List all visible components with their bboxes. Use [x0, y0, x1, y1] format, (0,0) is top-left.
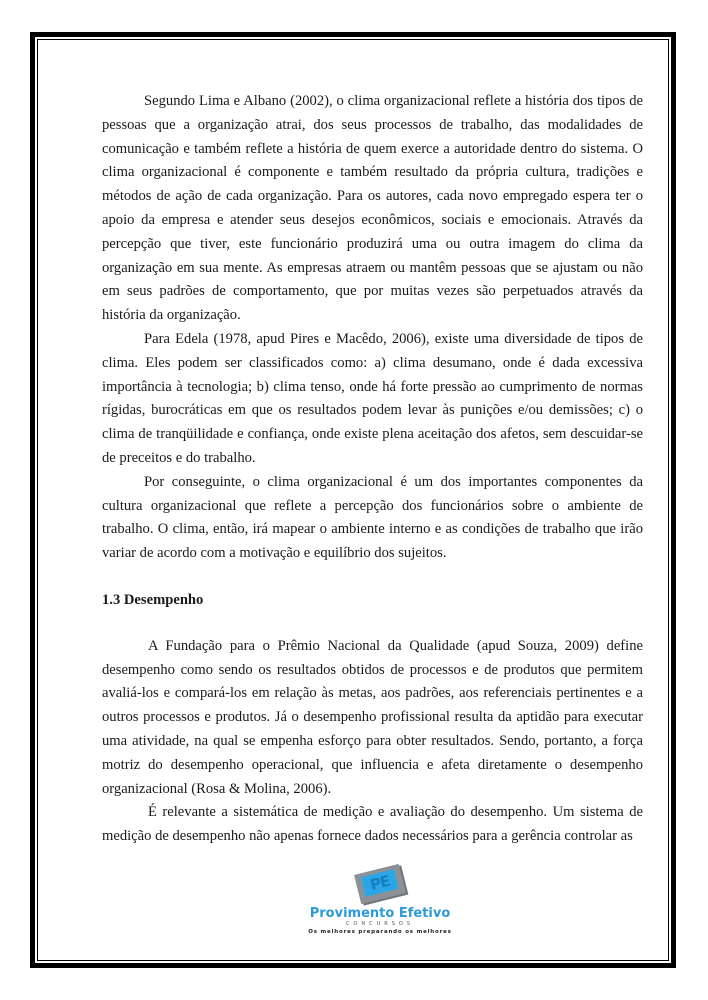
paragraph-desempenho-fundacao: A Fundação para o Prêmio Nacional da Qualidade (apud Souza, 2009) define desempenho como sendo os resultados obtidos de processos e de produtos que permitem avaliá-los e compará-los em relação às metas, aos padrões, aos referenciais pertinentes e a outros processos e produtos. Já o desempenho profissional resulta da aptidão para executar uma atividade, na qual se empenha esforço para obter resultados. Sendo, portanto, a força motriz do desempenho operacional, que influencia e afeta diretamente o desempenho organizacional (Rosa & Molina, 2006). — [102, 637, 643, 797]
paragraph-desempenho-medicao: É relevante a sistemática de medição e avaliação do desempenho. Um sistema de medição de desempenho não apenas fornece dados necessários para a gerência controlar as — [102, 804, 643, 845]
logo-subtitle: CONCURSOS — [345, 921, 415, 927]
pe-logo-icon — [354, 864, 406, 904]
section-heading-desempenho: 1.3 Desempenho — [102, 591, 204, 608]
provimento-efetivo-logo — [300, 865, 460, 950]
heading-spacer — [102, 613, 643, 635]
paragraph-clima-conclusao: Por conseguinte, o clima organizacional é um dos importantes componentes da cultura organizacional que reflete a percepção dos funcionários sobre o ambiente de trabalho. O clima, então, irá mapear o ambiente interno e as condições de trabalho que irão variar de acordo com a motivação e equilíbrio dos sujeitos. — [102, 473, 643, 562]
logo-title: Provimento Efetivo — [309, 906, 451, 921]
document-body — [102, 90, 643, 849]
pe-mark-text: PE — [361, 869, 399, 897]
paragraph-clima-lima-albano: Segundo Lima e Albano (2002), o clima organizacional reflete a história dos tipos de pessoas que a organização atrai, dos seus processos de trabalho, das modalidades de comunicação e também reflete a história de quem exerce a autoridade dentro do sistema. O clima organizacional é componente e também resultado da própria cultura, tradições e métodos de ação de cada organização. Para os autores, cada novo empregado espera ter o apoio da empresa e atender seus desejos econômicos, sociais e emocionais. Através da percepção que tiver, este funcionário produzirá uma ou outra imagem do clima da organização em sua mente. As empresas atraem ou mantêm pessoas que se ajustam ou não em seus padrões de comportamento, que por muitas vezes são perpetuados através da história da organização. — [102, 93, 643, 324]
paragraph-clima-edela: Para Edela (1978, apud Pires e Macêdo, 2006), existe uma diversidade de tipos de clima. Eles podem ser classificados como: a) clima desumano, onde é dada excessiva importância à tecnologia; b) clima tenso, onde há forte pressão ao cumprimento de normas rígidas, burocráticas em que os resultados podem levar às punições e/ou demissões; c) o clima de tranqüilidade e confiança, onde existe plena aceitação dos afetos, sem descuidar-se de preceitos e do trabalho. — [102, 330, 643, 466]
logo-tagline: Os melhores preparando os melhores — [308, 929, 452, 935]
